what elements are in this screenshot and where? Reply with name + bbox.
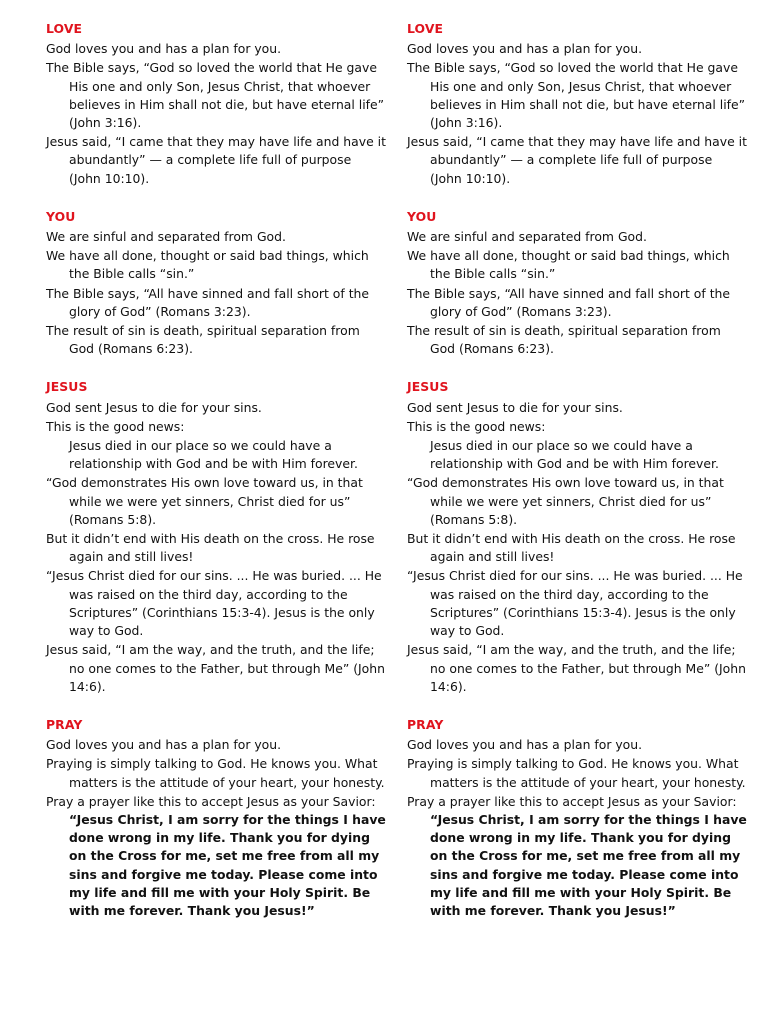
paragraph: God sent Jesus to die for your sins. [46,399,262,415]
paragraph: We are sinful and separated from God. [46,229,286,245]
paragraph: Jesus said, “I am the way, and the truth, and the life; no one comes to the Father, but through Me” (John 14:6). [407,642,746,694]
prayer-intro: Pray a prayer like this to accept Jesus as your Savior: [407,793,737,809]
section-heading-you: YOU [46,208,76,224]
paragraph: But it didn’t end with His death on the cross. He rose again and still lives! [46,531,375,565]
paragraph: Jesus died in our place so we could have a relationship with God and be with Him forever. [430,438,719,472]
paragraph: God loves you and has a plan for you. [407,737,643,753]
paragraph: The Bible says, “God so loved the world that He gave His one and only Son, Jesus Christ, that whoever believes in Him shall not die, but have eternal life” (John 3:16). [407,60,746,131]
paragraph: “Jesus Christ died for our sins. ... He was buried. ... He was raised on the third day, according to the Scriptures” (Corinthians 15:3-4). Jesus is the only way to God. [46,568,382,639]
paragraph: The result of sin is death, spiritual separation from God (Romans 6:23). [407,323,721,357]
paragraph: “Jesus Christ died for our sins. ... He was buried. ... He was raised on the third day, according to the Scriptures” (Corinthians 15:3-4). Jesus is the only way to God. [407,568,743,639]
paragraph: “God demonstrates His own love toward us, in that while we were yet sinners, Christ died for us” (Romans 5:8). [407,475,724,527]
section-jesus [46,378,386,695]
paragraph: This is the good news: [46,418,185,434]
section-heading-love: LOVE [46,21,83,36]
paragraph: Praying is simply talking to God. He knows you. What matters is the attitude of your heart, your honesty. [407,756,746,790]
paragraph: The result of sin is death, spiritual separation from God (Romans 6:23). [46,323,360,357]
paragraph: God loves you and has a plan for you. [46,41,282,57]
section-heading-pray: PRAY [407,716,444,732]
prayer-text: “Jesus Christ, I am sorry for the things I have done wrong in my life. Thank you for dying on the Cross for me, set me free from all my sins and forgive me today. Please come into my life and fill me with your Holy Spirit. Be with me forever. Thank you Jesus!” [69,811,386,918]
section-heading-jesus: JESUS [46,379,88,395]
paragraph: We have all done, thought or said bad things, which the Bible calls “sin.” [46,248,369,282]
section-heading-pray: PRAY [46,716,83,732]
paragraph: We have all done, thought or said bad things, which the Bible calls “sin.” [407,248,730,282]
paragraph: Jesus said, “I came that they may have life and have it abundantly” — a complete life full of purpose (John 10:10). [407,134,747,186]
left-column [46,20,386,921]
section-pray [407,716,747,920]
paragraph: Jesus said, “I am the way, and the truth, and the life; no one comes to the Father, but through Me” (John 14:6). [46,642,385,694]
paragraph [407,793,747,920]
paragraph: The Bible says, “All have sinned and fall short of the glory of God” (Romans 3:23). [407,285,731,319]
paragraph [46,793,386,920]
right-column [407,20,747,921]
paragraph: God loves you and has a plan for you. [46,737,282,753]
section-love [407,20,747,188]
paragraph: Praying is simply talking to God. He knows you. What matters is the attitude of your heart, your honesty. [46,756,385,790]
paragraph: “God demonstrates His own love toward us, in that while we were yet sinners, Christ died for us” (Romans 5:8). [46,475,363,527]
paragraph: God sent Jesus to die for your sins. [407,399,623,415]
paragraph: Jesus said, “I came that they may have life and have it abundantly” — a complete life full of purpose (John 10:10). [46,134,386,186]
section-jesus [407,378,747,695]
paragraph: But it didn’t end with His death on the cross. He rose again and still lives! [407,531,736,565]
section-you [407,208,747,359]
section-heading-you: YOU [407,208,437,224]
prayer-text: “Jesus Christ, I am sorry for the things I have done wrong in my life. Thank you for dying on the Cross for me, set me free from all my sins and forgive me today. Please come into my life and fill me with your Holy Spirit. Be with me forever. Thank you Jesus!” [430,811,747,918]
section-love [46,20,386,188]
section-you [46,208,386,359]
section-heading-jesus: JESUS [407,379,449,395]
section-pray [46,716,386,920]
paragraph: Jesus died in our place so we could have a relationship with God and be with Him forever. [69,438,358,472]
paragraph: The Bible says, “God so loved the world that He gave His one and only Son, Jesus Christ, that whoever believes in Him shall not die, but have eternal life” (John 3:16). [46,60,385,131]
prayer-intro: Pray a prayer like this to accept Jesus as your Savior: [46,793,376,809]
paragraph: This is the good news: [407,418,546,434]
paragraph: We are sinful and separated from God. [407,229,647,245]
section-heading-love: LOVE [407,21,444,36]
paragraph: God loves you and has a plan for you. [407,41,643,57]
paragraph: The Bible says, “All have sinned and fall short of the glory of God” (Romans 3:23). [46,285,370,319]
